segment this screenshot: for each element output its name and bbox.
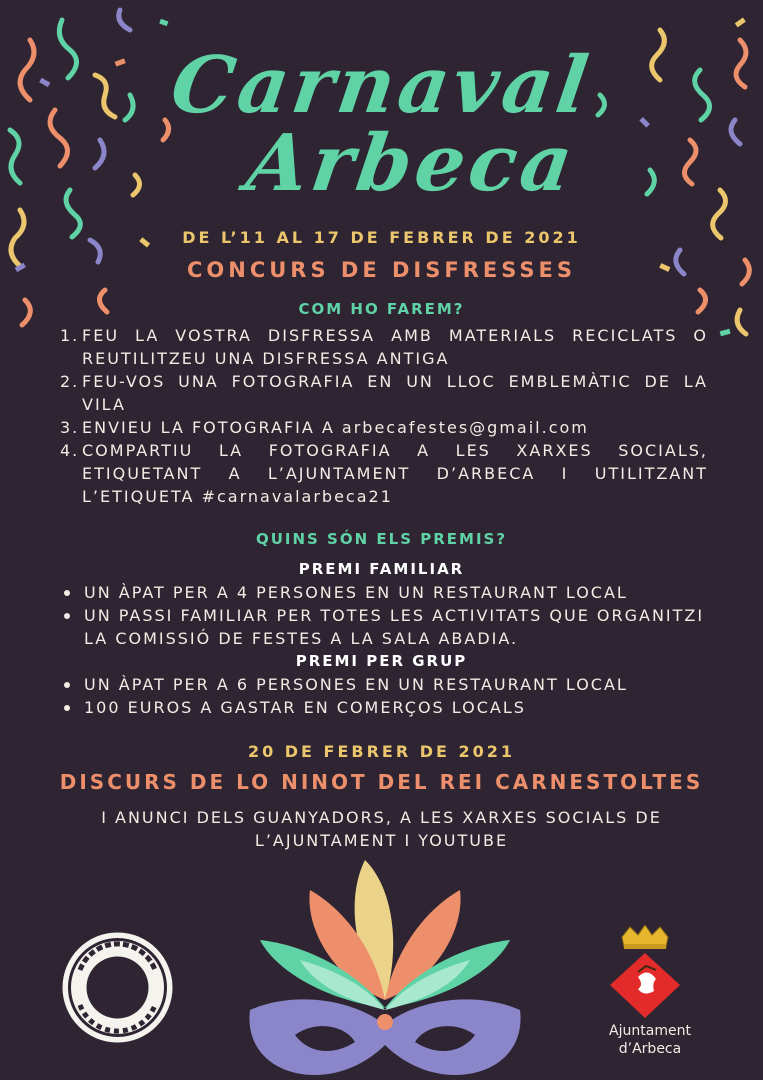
step-item: 4. COMPARTIU LA FOTOGRAFIA A LES XARXES SOCIALS, ETIQUETANT A L’AJUNTAMENT D’ARBECA I UTILITZANT L’ETIQUETA #carnavalarbeca21 bbox=[60, 441, 708, 506]
town-hall-line1: Ajuntament bbox=[609, 1023, 691, 1039]
group-prize-list bbox=[62, 673, 722, 719]
list-item: UN PASSI FAMILIAR PER TOTES LES ACTIVITATS QUE ORGANITZI LA COMISSIÓ DE FESTES A LA SALA ABADIA. bbox=[62, 604, 722, 650]
arbeca-coat-of-arms-icon bbox=[600, 925, 690, 1020]
steps-list bbox=[60, 324, 708, 508]
poster-title-line1: Carnaval bbox=[165, 40, 598, 131]
family-prize-list bbox=[62, 581, 722, 650]
step-item: 3. ENVIEU LA FOTOGRAFIA A arbecafestes@gmail.com bbox=[60, 418, 589, 437]
festival-committee-stamp bbox=[60, 930, 175, 1045]
announcement-text: I ANUNCI DELS GUANYADORS, A LES XARXES SOCIALS DE L’AJUNTAMENT I YOUTUBE bbox=[101, 808, 662, 850]
carnival-mask-icon bbox=[235, 850, 535, 1080]
speech-date: 20 DE FEBRER DE 2021 bbox=[247, 742, 516, 761]
list-item: UN ÀPAT PER A 6 PERSONES EN UN RESTAURANT LOCAL bbox=[62, 673, 722, 696]
step-item: 1. FEU LA VOSTRA DISFRESSA AMB MATERIALS RECICLATS O REUTILITZEU UNA DISFRESSA ANTIGA bbox=[60, 326, 708, 368]
family-prize-title: PREMI FAMILIAR bbox=[298, 560, 465, 578]
town-hall-label bbox=[590, 1022, 710, 1058]
town-hall-line2: d’Arbeca bbox=[618, 1041, 682, 1057]
how-heading: COM HO FAREM? bbox=[298, 300, 465, 318]
poster-title-line2: Arbeca bbox=[241, 118, 582, 209]
event-dates: DE L’11 AL 17 DE FEBRER DE 2021 bbox=[182, 228, 581, 247]
speech-heading: DISCURS DE LO NINOT DEL REI CARNESTOLTES bbox=[59, 770, 704, 794]
list-item: UN ÀPAT PER A 4 PERSONES EN UN RESTAURANT LOCAL bbox=[62, 581, 722, 604]
list-item: 100 EUROS A GASTAR EN COMERÇOS LOCALS bbox=[62, 696, 722, 719]
step-item: 2. FEU-VOS UNA FOTOGRAFIA EN UN LLOC EMBLEMÀTIC DE LA VILA bbox=[60, 372, 708, 414]
contest-heading: CONCURS DE DISFRESSES bbox=[186, 258, 576, 282]
prizes-heading: QUINS SÓN ELS PREMIS? bbox=[255, 530, 508, 548]
group-prize-title: PREMI PER GRUP bbox=[295, 652, 468, 670]
